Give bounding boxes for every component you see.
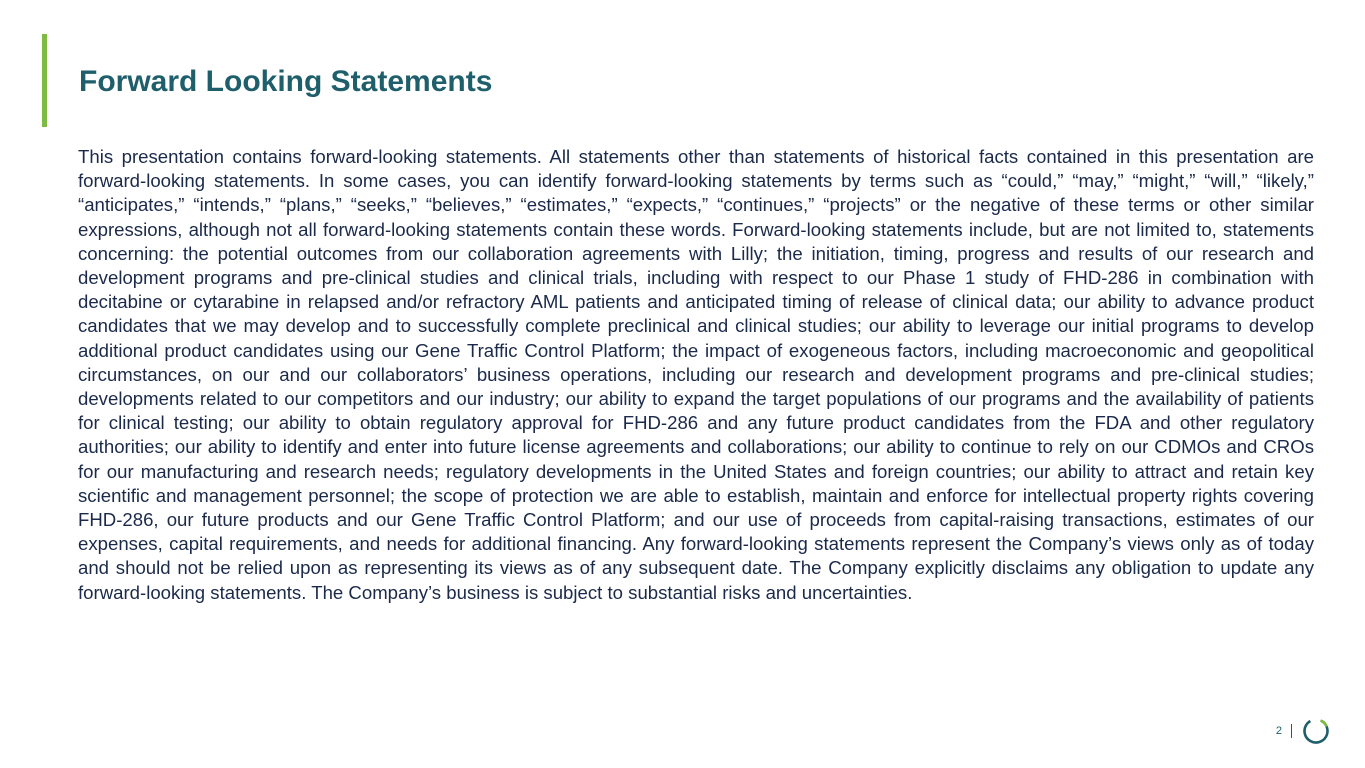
title-accent-bar [42, 34, 47, 127]
page-title: Forward Looking Statements [79, 65, 493, 98]
circular-logo-icon [1301, 716, 1331, 746]
footer-divider [1291, 724, 1292, 738]
slide-footer [1276, 714, 1331, 748]
page-number: 2 [1275, 725, 1282, 737]
disclaimer-body-text: This presentation contains forward-looking statements. All statements other than statements of historical facts contained in this presentation are forward-looking statements. In some cases, you can identify forward-looking statements by terms such as “could,” “may,” “might,” “will,” “likely,” “anticipates,” “intends,” “plans,” “seeks,” “believes,” “estimates,” “expects,” “continues,” “projects” or the negative of these terms or other similar expressions, although not all forward-looking statements contain these words. Forward-looking statements include, but are not limited to, statements concerning: the potential outcomes from our collaboration agreements with Lilly; the initiation, timing, progress and results of our research and development programs and pre-clinical studies and clinical trials, including with respect to our Phase 1 study of FHD-286 in combination with decitabine or cytarabine in relapsed and/or refractory AML patients and anticipated timing of release of clinical data; our ability to advance product candidates that we may develop and to successfully complete preclinical and clinical studies; our ability to leverage our initial programs to develop additional product candidates using our Gene Traffic Control Platform; the impact of exogeneous factors, including macroeconomic and geopolitical circumstances, on our and our collaborators’ business operations, including our research and development programs and pre-clinical studies; developments related to our competitors and our industry; our ability to expand the target populations of our programs and the availability of patients for clinical testing; our ability to obtain regulatory approval for FHD-286 and any future product candidates from the FDA and other regulatory authorities; our ability to identify and enter into future license agreements and collaborations; our ability to continue to rely on our CDMOs and CROs for our manufacturing and research needs; regulatory developments in the United States and foreign countries; our ability to attract and retain key scientific and management personnel; the scope of protection we are able to establish, maintain and enforce for intellectual property rights covering FHD-286, our future products and our Gene Traffic Control Platform; and our use of proceeds from capital-raising transactions, estimates of our expenses, capital requirements, and needs for additional financing. Any forward-looking statements represent the Company’s views only as of today and should not be relied upon as representing its views as of any subsequent date. The Company explicitly disclaims any obligation to update any forward-looking statements. The Company’s business is subject to substantial risks and uncertainties. [78, 146, 1314, 603]
